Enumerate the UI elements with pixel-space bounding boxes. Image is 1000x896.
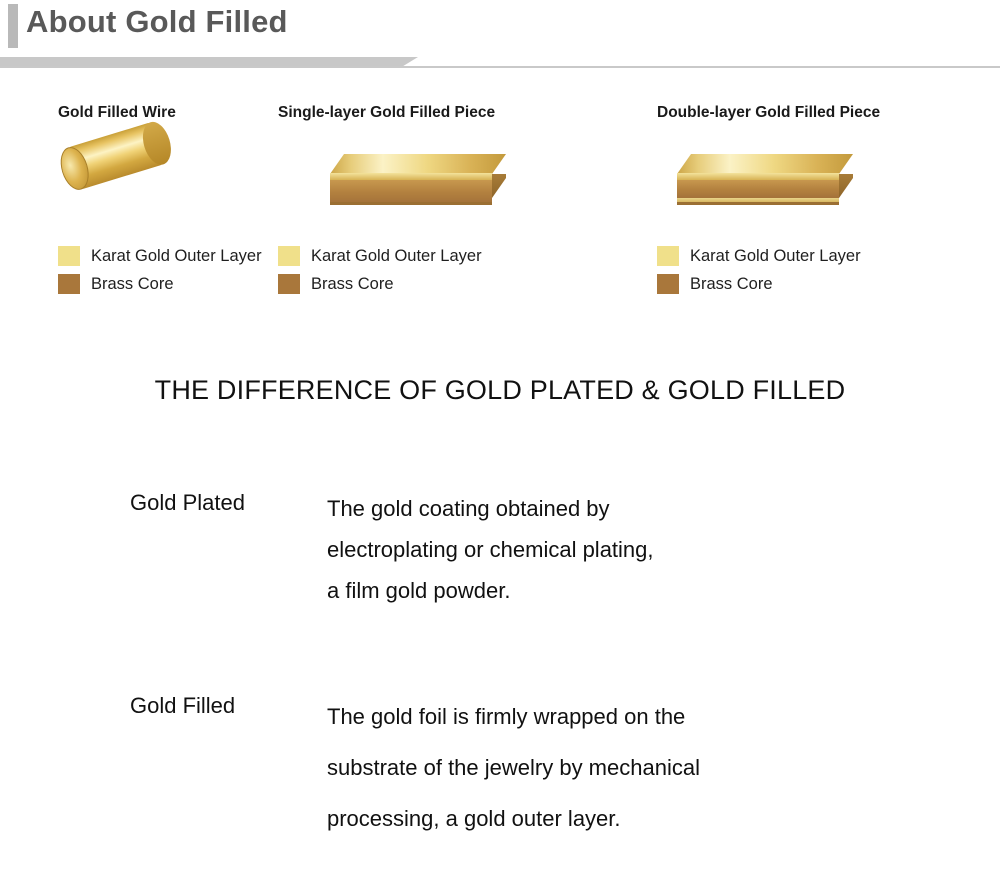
legend-label: Karat Gold Outer Layer xyxy=(91,246,262,265)
legend-item xyxy=(278,270,608,298)
legend-label: Brass Core xyxy=(690,274,773,293)
swatch-brass-core-icon xyxy=(657,274,679,294)
page-title: About Gold Filled xyxy=(26,4,288,39)
slab-shape xyxy=(330,154,506,210)
swatch-karat-gold-icon xyxy=(278,246,300,266)
comparison-description-line: electroplating or chemical plating, xyxy=(327,537,654,562)
legend-item xyxy=(657,270,987,298)
swatch-karat-gold-icon xyxy=(657,246,679,266)
header-divider-thin xyxy=(0,66,1000,68)
comparison-row-gold-plated xyxy=(0,490,1000,645)
slab-gold-layer-top xyxy=(677,173,839,180)
panel-title: Gold Filled Wire xyxy=(58,104,176,121)
slab-bottom-edge xyxy=(677,202,839,205)
swatch-brass-core-icon xyxy=(58,274,80,294)
slab-side-face xyxy=(839,174,853,198)
swatch-karat-gold-icon xyxy=(58,246,80,266)
comparison-term: Gold Filled xyxy=(130,693,236,718)
slab-brass-core xyxy=(330,179,492,203)
slab-side-face xyxy=(492,174,506,198)
header-divider xyxy=(0,57,1000,69)
slab-brass-core xyxy=(677,179,839,198)
slab-top-face xyxy=(677,154,853,174)
slab-shape xyxy=(677,154,853,210)
panel-single-layer-gold-filled-piece xyxy=(278,104,608,298)
legend-label: Brass Core xyxy=(91,274,174,293)
swatch-brass-core-icon xyxy=(278,274,300,294)
wire-shape xyxy=(56,123,164,205)
comparison-table xyxy=(0,490,1000,896)
page-header xyxy=(0,0,1000,78)
comparison-description-line: The gold foil is firmly wrapped on the xyxy=(327,704,686,729)
legend-label: Brass Core xyxy=(311,274,394,293)
section-heading: THE DIFFERENCE OF GOLD PLATED & GOLD FILLED xyxy=(154,375,846,405)
legend-label: Karat Gold Outer Layer xyxy=(690,246,861,265)
comparison-term: Gold Plated xyxy=(130,490,245,515)
legend-item xyxy=(278,242,608,270)
comparison-description-line: The gold coating obtained by xyxy=(327,496,610,521)
comparison-description-line: processing, a gold outer layer. xyxy=(327,806,621,831)
panel-title: Single-layer Gold Filled Piece xyxy=(278,104,496,121)
slab-gold-layer-top xyxy=(330,173,492,180)
comparison-description-line: a film gold powder. xyxy=(327,578,511,603)
legend-item xyxy=(657,242,987,270)
legend-label: Karat Gold Outer Layer xyxy=(311,246,482,265)
comparison-description xyxy=(327,488,887,611)
header-accent-bar xyxy=(8,4,18,48)
slab-top-face xyxy=(330,154,506,174)
single-layer-slab-illustration xyxy=(278,140,608,226)
panel-title: Double-layer Gold Filled Piece xyxy=(657,104,881,121)
legend xyxy=(657,242,987,298)
panel-double-layer-gold-filled-piece xyxy=(657,104,987,298)
comparison-row-gold-filled xyxy=(0,693,1000,848)
slab-bottom-edge xyxy=(330,202,492,205)
comparison-description xyxy=(327,691,887,844)
comparison-description-line: substrate of the jewelry by mechanical xyxy=(327,755,700,780)
diagram-row xyxy=(0,104,1000,314)
legend xyxy=(278,242,608,298)
double-layer-slab-illustration xyxy=(657,140,987,226)
